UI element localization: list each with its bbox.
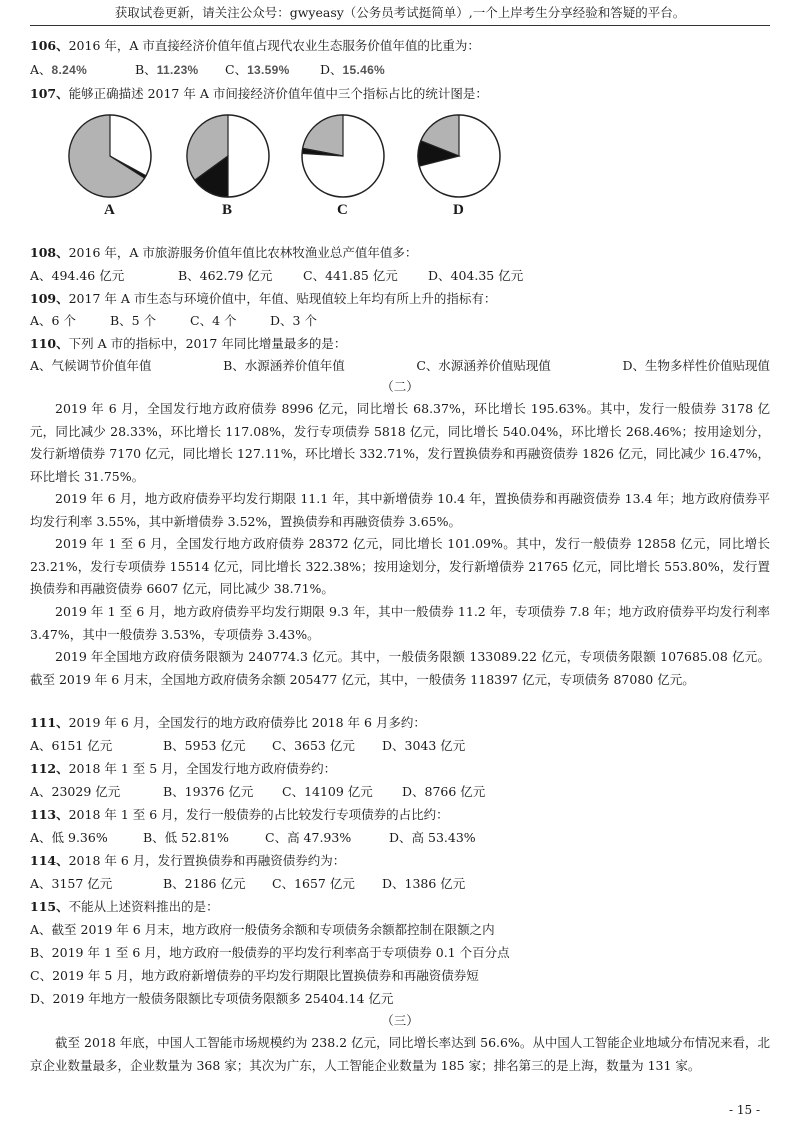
option-d: D、生物多样性价值贴现值 — [622, 358, 770, 373]
question-number: 108、 — [30, 245, 69, 260]
pie-chart-options — [0, 110, 800, 240]
question-108 — [30, 243, 417, 261]
question-number: 115、 — [30, 899, 69, 914]
pie-d-label: D — [453, 202, 464, 218]
option-b: B、水源涵养价值年值 — [223, 358, 345, 373]
option-c: C、3653 亿元 — [272, 738, 355, 753]
option-d: D、404.35 亿元 — [428, 268, 524, 283]
option-c: C、高 47.93% — [265, 830, 352, 845]
question-110-options — [30, 356, 770, 374]
question-text: 能够正确描述 2017 年 A 市间接经济价值年值中三个指标占比的统计图是： — [68, 86, 488, 101]
question-110 — [30, 334, 346, 352]
option-c: C、1657 亿元 — [272, 876, 355, 891]
material-paragraph-5: 2019 年全国地方政府债务限额为 240774.3 亿元。其中，一般债务限额 133089.22 亿元，专项债务限额 107685.08 亿元。截至 2019 年 6 月末，全国地方政府债务余额 205477 亿元，其中，一般债务 118397 亿元，专项债务 87080 亿元。 — [30, 649, 770, 687]
option-a: A、494.46 亿元 — [30, 268, 125, 283]
question-text: 2018 年 1 至 6 月，发行一般债券的占比较发行专项债券的占比约： — [68, 807, 449, 822]
option-a: A、6 个 — [30, 313, 76, 328]
material-paragraph-6: 截至 2018 年底，中国人工智能市场规模约为 238.2 亿元，同比增长率达到 56.6%。从中国人工智能企业地域分布情况来看，北京企业数量最多，企业数量为 368 家；其次为广东，人工智能企业数量为 185 家；排名第三的是上海，数量为 131 家。 — [30, 1035, 770, 1073]
option-d: D、8766 亿元 — [402, 784, 486, 799]
pie-a-label: A — [104, 202, 115, 218]
question-107 — [30, 84, 488, 102]
option-c: C、2019 年 5 月，地方政府新增债券的平均发行期限比置换债券和再融资债券短 — [30, 968, 479, 983]
pie-c-label: C — [337, 202, 348, 218]
option-a-value: 8.24% — [51, 63, 88, 77]
material-paragraph-4: 2019 年 1 至 6 月，地方政府债券平均发行期限 9.3 年，其中一般债券 11.2 年，专项债券 7.8 年；地方政府债券平均发行利率 3.47%，其中一般债券 3.53%，专项债券 3.43%。 — [30, 604, 770, 642]
option-b-value: 11.23% — [156, 63, 199, 77]
question-106-options — [30, 60, 385, 78]
option-d: D、1386 亿元 — [382, 876, 466, 891]
section-title-2: （二） — [381, 379, 419, 394]
option-c: C、14109 亿元 — [282, 784, 373, 799]
option-b-label: B、 — [135, 62, 157, 77]
question-number: 111、 — [30, 715, 69, 730]
question-111 — [30, 713, 426, 731]
option-b: B、462.79 亿元 — [178, 268, 273, 283]
question-text: 2017 年 A 市生态与环境价值中，年值、贴现值较上年均有所上升的指标有： — [68, 291, 497, 306]
question-108-options — [30, 266, 523, 284]
question-112-options — [30, 782, 485, 800]
option-a: A、23029 亿元 — [30, 784, 121, 799]
option-b: B、5 个 — [110, 313, 157, 328]
question-113-options — [30, 828, 476, 846]
option-d: D、3043 亿元 — [382, 738, 466, 753]
question-text: 2016 年，A 市旅游服务价值年值比农林牧渔业总产值年值多： — [68, 245, 418, 260]
option-b: B、2186 亿元 — [163, 876, 246, 891]
option-c: C、4 个 — [190, 313, 237, 328]
option-d: D、高 53.43% — [389, 830, 476, 845]
pie-b-label: B — [222, 202, 233, 218]
question-111-options — [30, 736, 465, 754]
page-number: - 15 - — [728, 1103, 760, 1117]
question-text: 下列 A 市的指标中，2017 年同比增量最多的是： — [68, 336, 347, 351]
question-115 — [30, 897, 219, 915]
option-c-value: 13.59% — [247, 63, 290, 77]
section-title-3: （三） — [381, 1013, 419, 1028]
option-d-label: D、 — [320, 62, 343, 77]
material-paragraph-3: 2019 年 1 至 6 月，全国发行地方政府债券 28372 亿元，同比增长 101.09%。其中，发行一般债券 12858 亿元，同比增长 23.21%，发行专项债券 15514 亿元，同比增长 322.38%；按用途划分，发行新增债券 21765 亿元，同比增长 553.80%，发行置换债券和再融资债券 6607 亿元，同比减少 38.71%。 — [30, 536, 770, 597]
question-number: 114、 — [30, 853, 69, 868]
option-b: B、2019 年 1 至 6 月，地方政府一般债券的平均发行利率高于专项债券 0.1 个百分点 — [30, 945, 510, 960]
question-113 — [30, 805, 449, 823]
question-number: 107、 — [30, 86, 69, 101]
option-b: B、5953 亿元 — [163, 738, 246, 753]
material-paragraph-1: 2019 年 6 月，全国发行地方政府债券 8996 亿元，同比增长 68.37%，环比增长 195.63%。其中，发行一般债券 3178 亿元，同比减少 28.33%，环比增长 117.08%，发行专项债券 5818 亿元，同比增长 540.04%，环比增长 268.46%；按用途划分，发行新增债券 7170 亿元，同比增长 127.11%，环比增长 332.71%，发行置换债券和再融资债券 1826 亿元，同比减少 16.47%，环比增长 31.75%。 — [30, 401, 770, 484]
question-109 — [30, 289, 496, 307]
option-a: A、6151 亿元 — [30, 738, 113, 753]
option-d: D、3 个 — [270, 313, 317, 328]
option-d: D、2019 年地方一般债务限额比专项债务限额多 25404.14 亿元 — [30, 991, 394, 1006]
question-114-options — [30, 874, 465, 892]
option-a-label: A、 — [30, 62, 52, 77]
question-number: 113、 — [30, 807, 69, 822]
question-112 — [30, 759, 336, 777]
question-114 — [30, 851, 345, 869]
question-text: 不能从上述资料推出的是： — [68, 899, 219, 914]
option-c-label: C、 — [225, 62, 248, 77]
option-b: B、19376 亿元 — [163, 784, 254, 799]
option-c: C、441.85 亿元 — [303, 268, 398, 283]
question-text: 2018 年 1 至 5 月，全国发行地方政府债券约： — [68, 761, 337, 776]
option-a: A、截至 2019 年 6 月末，地方政府一般债务余额和专项债务余额都控制在限额之内 — [30, 922, 495, 937]
option-a: A、低 9.36% — [30, 830, 108, 845]
question-number: 110、 — [30, 336, 69, 351]
question-106 — [30, 36, 480, 54]
page-header: 获取试卷更新，请关注公众号：gwyeasy（公务员考试挺简单）,一个上岸考生分享经验和答疑的平台。 — [30, 0, 770, 26]
option-c: C、水源涵养价值贴现值 — [416, 358, 551, 373]
question-text: 2018 年 6 月，发行置换债券和再融资债券约为： — [68, 853, 346, 868]
option-a: A、3157 亿元 — [30, 876, 113, 891]
question-number: 112、 — [30, 761, 69, 776]
material-paragraph-2: 2019 年 6 月，地方政府债券平均发行期限 11.1 年，其中新增债券 10.4 年，置换债券和再融资债券 13.4 年；地方政府债券平均发行利率 3.55%，其中新增债券 3.52%，置换债券和再融资债券 3.65%。 — [30, 491, 770, 529]
question-text: 2016 年，A 市直接经济价值年值占现代农业生态服务价值年值的比重为： — [68, 38, 480, 53]
option-a: A、气候调节价值年值 — [30, 358, 152, 373]
question-number: 106、 — [30, 38, 69, 53]
question-number: 109、 — [30, 291, 69, 306]
question-109-options — [30, 311, 317, 329]
option-d-value: 15.46% — [342, 63, 386, 77]
option-b: B、低 52.81% — [143, 830, 229, 845]
question-text: 2019 年 6 月，全国发行的地方政府债券比 2018 年 6 月多约： — [68, 715, 426, 730]
